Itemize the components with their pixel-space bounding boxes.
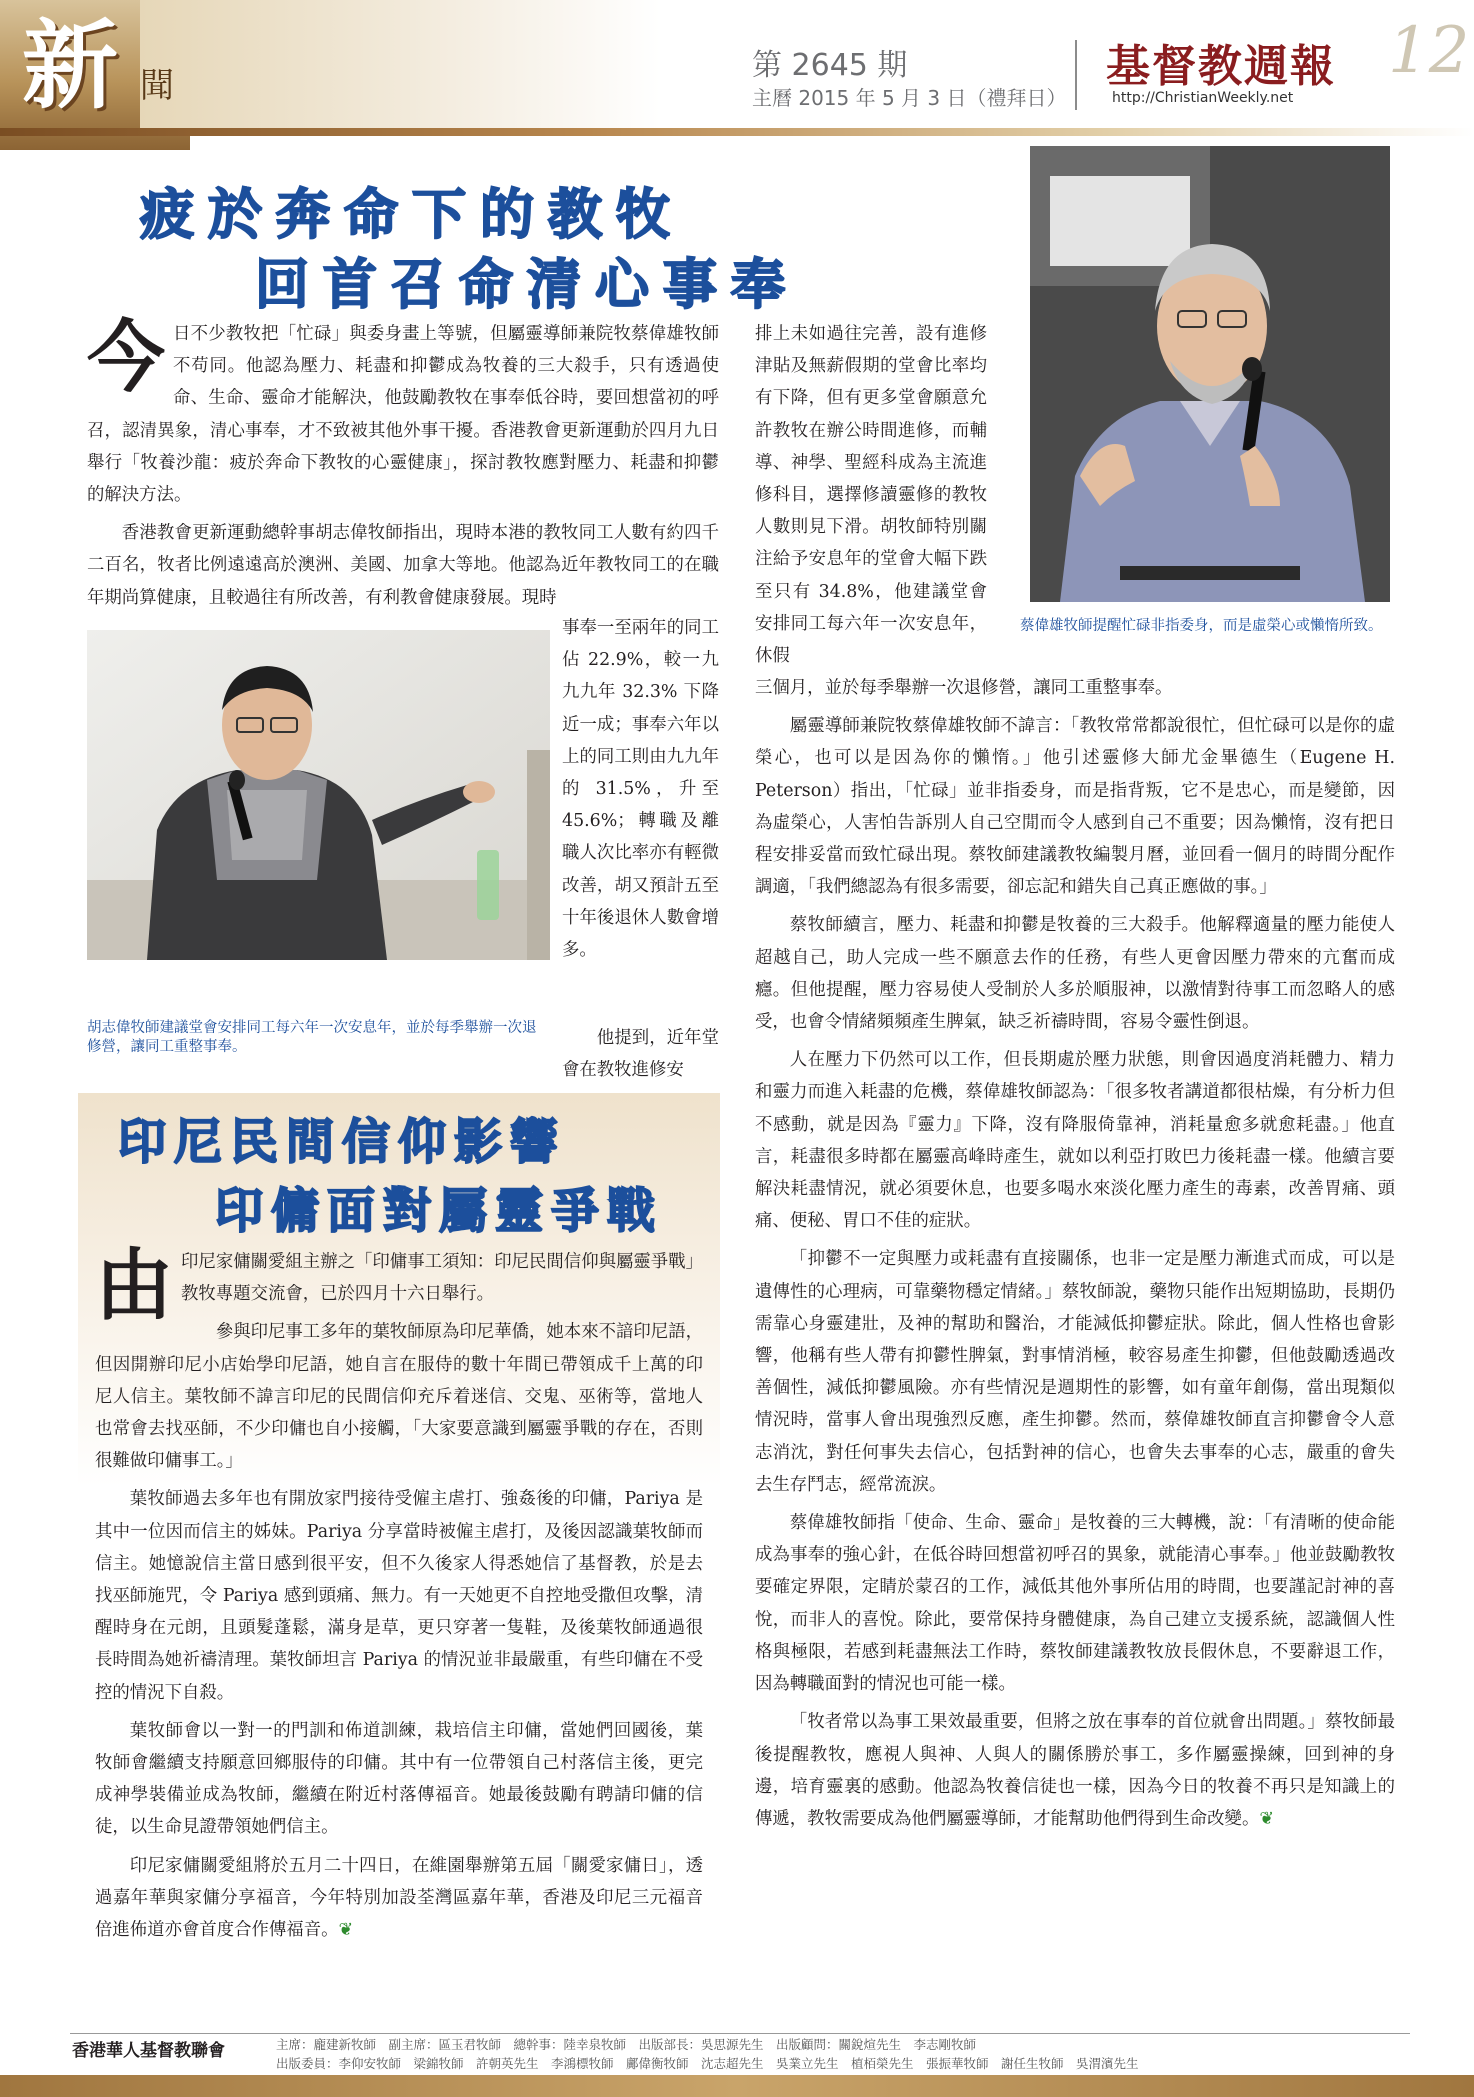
article1-p3-start: 他提到，近年堂會在教牧進修安 bbox=[562, 1028, 719, 1081]
caption-left: 胡志偉牧師建議堂會安排同工每六年一次安息年，並於每季舉辦一次退修營，讓同工重整事奉。 bbox=[87, 1020, 537, 1055]
article1-col2-p6: 蔡偉雄牧師指「使命、生命、靈命」是牧養的三大轉機，說：「有清晰的使命能成為事奉的強心針，在低谷時回想當初呼召的異象，就能清心事奉。」他並鼓勵教牧要確定界限，定睛於蒙召的工作，減低其他外事所佔用的時間，也要謹記討神的喜悅，而非人的喜悅。除此，要常保持身體健康，為自己建立支援系統，認識個人性格與極限，若感到耗盡無法工作時，蔡牧師建議教牧放長假休息，不要辭退工作，因為轉職面對的情況也可能一樣。 bbox=[755, 1513, 1395, 1695]
footer-rule bbox=[70, 2033, 1410, 2034]
article1-intro bbox=[87, 312, 719, 614]
article2-p4: 葉牧師會以一對一的門訓和佈道訓練，栽培信主印傭，當她們回國後，葉牧師會繼續支持願意回鄉服侍的印傭。其中有一位帶領自己村落信主後，更完成神學裝備並成為牧師，繼續在附近村落傳福音。她最後鼓勵有聘請印傭的信徒，以生命見證帶領她們信主。 bbox=[95, 1720, 703, 1838]
article1-side-column-2 bbox=[562, 1016, 719, 1086]
header-world-map bbox=[140, 0, 660, 130]
speaker-photo-illustration-2 bbox=[1030, 146, 1390, 602]
end-mark-icon: ❦ bbox=[1259, 1808, 1274, 1829]
speaker-photo-illustration bbox=[87, 630, 550, 960]
article2-body bbox=[95, 1240, 703, 1946]
footer-credits-line1: 主席：龐建新牧師 副主席：區玉君牧師 總幹事：陸幸泉牧師 出版部長：吳思源先生 出版顧問：關銳煊先生 李志剛牧師 bbox=[276, 2037, 977, 2052]
article2-p3: 葉牧師過去多年也有開放家門接待受僱主虐打、強姦後的印傭，Pariya 是其中一位因而信主的姊妹。Pariya 分享當時被僱主虐打，及後因認識葉牧師而信主。她憶說信主當日感到很平安，但不久後家人得悉她信了基督教，於是去找巫師施咒，令 Pariya 感到頭痛、無力。有一天她更不自控地受撒但攻擊，清醒時身在元朗，且頭髮蓬鬆，滿身是草，更只穿著一隻鞋，及後葉牧師通過很長時間為她祈禱清理。葉牧師坦言 Pariya 的情況並非最嚴重，有些印傭在不受控的情況下自殺。 bbox=[95, 1489, 703, 1703]
article1-side-column bbox=[562, 612, 719, 966]
drop-cap-2: 由 bbox=[95, 1240, 174, 1331]
article1-column2-main bbox=[755, 672, 1395, 1835]
masthead-logo: 基督教週報 bbox=[1106, 41, 1336, 92]
article2-p5-text: 印尼家傭關愛組將於五月二十四日，在維園舉辦第五屆「關愛家傭日」，透過嘉年華與家傭分享福音，今年特別加設荃灣區嘉年華，香港及印尼三元福音倍進佈道亦會首度合作傳福音。 bbox=[95, 1855, 703, 1941]
lead-text: 日不少教牧把「忙碌」與委身畫上等號，但屬靈導師兼院牧蔡偉雄牧師不苟同。他認為壓力、耗盡和抑鬱成為牧養的三大殺手，只有透過使命、生命、靈命才能解決，他鼓勵教牧在事奉低谷時，要回想當初的呼召，認清異象，清心事奉，才不致被其他外事干擾。香港教會更新運動於四月九日舉行「牧養沙龍：疲於奔命下教牧的心靈健康」，探討教牧應對壓力、耗盡和抑鬱的解決方法。 bbox=[87, 324, 719, 506]
header-divider bbox=[1075, 40, 1077, 110]
article2-p2: 參與印尼事工多年的葉牧師原為印尼華僑，她本來不諳印尼語，但因開辦印尼小店始學印尼語，她自言在服侍的數十年間已帶領成千上萬的印尼人信主。葉牧師不諱言印尼的民間信仰充斥着迷信、交鬼、巫術等，當地人也常會去找巫師，不少印傭也自小接觸，「大家要意識到屬靈爭戰的存在，否則很難做印傭事工。」 bbox=[95, 1322, 703, 1472]
photo-speaker-hu bbox=[87, 630, 550, 960]
section-sublabel: 聞 bbox=[140, 66, 174, 106]
article1-col2-p2: 屬靈導師兼院牧蔡偉雄牧師不諱言：「教牧常常都說很忙，但忙碌可以是你的虛榮心，也可以是因為你的懶惰。」他引述靈修大師尤金畢德生（Eugene H. Peterson）指出，「忙碌」並非指委身，而是指背叛，它不是忠心，而是變節，因為虛榮心，人害怕告訴別人自己空閒而令人感到自己不重要；因為懶惰，沒有把日程安排妥當而致忙碌出現。蔡牧師建議教牧編製月曆，並回看一個月的時間分配作調適，「我們總認為有很多需要，卻忘記和錯失自己真正應做的事。」 bbox=[755, 716, 1395, 898]
article1-col2-p1-end: 三個月，並於每季舉辦一次退修營，讓同工重整事奉。 bbox=[755, 678, 1173, 698]
article1-headline-line1: 疲於奔命下的教牧 bbox=[140, 183, 684, 246]
end-mark-icon-2: ❦ bbox=[338, 1920, 354, 1941]
article1-column2-top bbox=[755, 318, 987, 672]
article1-side-stats: 事奉一至兩年的同工佔 22.9%，較一九九九年 32.3% 下降近一成；事奉六年以上的同工則由九九年的 31.5%，升至 45.6%；轉職及離職人次比率亦有輕微改善，胡又預計五至十年後退休人數會增多。 bbox=[562, 618, 719, 961]
article2-headline-line1: 印尼民間信仰影響 bbox=[118, 1114, 567, 1170]
issue-number: 第 2645 期 bbox=[752, 48, 908, 83]
section-label: 新 bbox=[22, 9, 118, 122]
article1-col2-p5: 「抑鬱不一定與壓力或耗盡有直接關係，也非一定是壓力漸進式而成，可以是遺傳性的心理病，可靠藥物穩定情緒。」蔡牧師說，藥物只能作出短期協助，長期仍需靠心身靈建壯，及神的幫助和醫治，才能減低抑鬱症狀。除此，個人性格也會影響，他稱有些人帶有抑鬱性脾氣，對事情消極，較容易產生抑鬱，但他鼓勵透過改善個性，減低抑鬱風險。亦有些情況是週期性的影響，如有童年創傷，當出現類似情況時，當事人會出現強烈反應，產生抑鬱。然而，蔡偉雄牧師直言抑鬱會令人意志消沈，對任何事失去信心，包括對神的信心，也會失去事奉的心志，嚴重的會失去生存鬥志，經常流淚。 bbox=[755, 1249, 1395, 1495]
footer-band bbox=[0, 2075, 1474, 2097]
article1-col2-p4: 人在壓力下仍然可以工作，但長期處於壓力狀態，則會因過度消耗體力、精力和靈力而進入耗盡的危機，蔡偉雄牧師認為：「很多牧者講道都很枯燥，有分析力但不感動，就是因為『靈力』下降，沒有降服倚靠神，消耗量愈多就愈耗盡。」他直言，耗盡很多時都在屬靈高峰時產生，就如以利亞打敗巴力後耗盡一樣。他續言要解決耗盡情況，就必須要休息，也要多喝水來淡化壓力產生的毒素，改善胃痛、頭痛、便秘、胃口不佳的症狀。 bbox=[755, 1050, 1395, 1232]
header-strip bbox=[0, 128, 1474, 136]
article2-p5 bbox=[95, 1850, 703, 1947]
website-url[interactable]: http://ChristianWeekly.net bbox=[1112, 90, 1294, 106]
article1-col2-p7-text: 「牧者常以為事工果效最重要，但將之放在事奉的首位就會出問題。」蔡牧師最後提醒教牧，應視人與神、人與人的關係勝於事工，多作屬靈操練，回到神的身邊，培育靈裏的感動。他認為牧養信徒也一樣，因為今日的牧養不再只是知識上的傳遞，教牧需要成為他們屬靈導師，才能幫助他們得到生命改變。 bbox=[755, 1712, 1395, 1829]
article2-lead-text: 印尼家傭關愛組主辦之「印傭事工須知：印尼民間信仰與屬靈爭戰」教牧專題交流會，已於四月十六日舉行。 bbox=[181, 1252, 703, 1305]
page-number: 12 bbox=[1388, 14, 1470, 88]
article1-p2: 香港教會更新運動總幹事胡志偉牧師指出，現時本港的教牧同工人數有約四千二百名，牧者比例遠遠高於澳洲、美國、加拿大等地。他認為近年教牧同工的在職年期尚算健康，且較過往有所改善，有利教會健康發展。現時 bbox=[87, 523, 719, 608]
article1-col2-top-text: 排上未如過往完善，設有進修津貼及無薪假期的堂會比率均有下降，但有更多堂會願意允許教牧在辦公時間進修，而輔導、神學、聖經科成為主流進修科目，選擇修讀靈修的教牧人數則見下滑。胡牧師特別關注給予安息年的堂會大幅下跌至只有 34.8%，他建議堂會安排同工每六年一次安息年，休假 bbox=[755, 324, 987, 667]
article1-col2-p3: 蔡牧師續言，壓力、耗盡和抑鬱是牧養的三大殺手。他解釋適量的壓力能使人超越自己，助人完成一些不願意去作的任務，有些人更會因壓力帶來的亢奮而成癮。但他提醒，壓力容易使人受制於人多於順服神，以激情對待事工而忽略人的感受，也會令情緒頻頻產生脾氣，缺乏祈禱時間，容易令靈性倒退。 bbox=[755, 915, 1395, 1033]
footer-credits-line2: 出版委員：李仰安牧師 梁錦牧師 許朝英先生 李鴻標牧師 鄺偉衡牧師 沈志超先生 吳業立先生 植栢榮先生 張振華牧師 謝任生牧師 吳渭濱先生 bbox=[276, 2056, 1139, 2071]
article2-headline-line2: 印傭面對屬靈爭戰 bbox=[215, 1183, 664, 1239]
footer-organization: 香港華人基督教聯會 bbox=[72, 2041, 225, 2061]
article1-headline-line2: 回首召命清心事奉 bbox=[255, 253, 799, 316]
photo-speaker-choi bbox=[1030, 146, 1390, 602]
article1-col2-p7 bbox=[755, 1706, 1395, 1835]
drop-cap: 今 bbox=[87, 312, 166, 403]
article1-lead bbox=[87, 312, 719, 511]
article2-lead bbox=[95, 1240, 703, 1331]
issue-date: 主曆 2015 年 5 月 3 日（禮拜日） bbox=[752, 86, 1067, 110]
caption-right: 蔡偉雄牧師提醒忙碌非指委身，而是虛榮心或懶惰所致。 bbox=[1020, 618, 1383, 634]
